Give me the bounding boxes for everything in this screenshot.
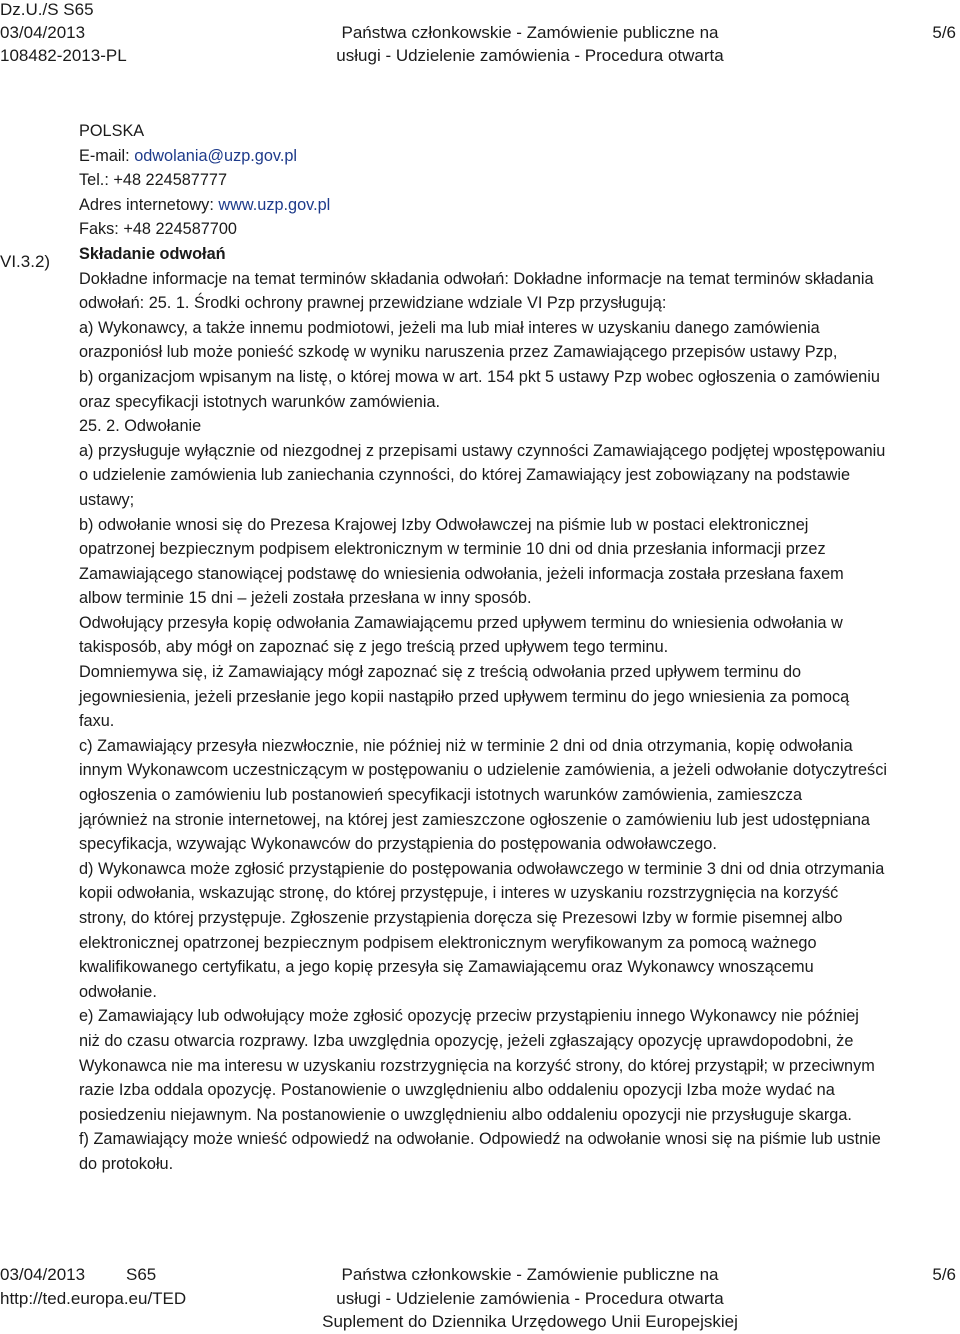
section-text-line: o udzielenie zamówienia lub zaniechania czynności, do której Zamawiający jest zobowiązany na podstawie — [79, 466, 851, 485]
section-text-line: faxu. — [79, 712, 115, 731]
section-text-line: specyfikacja, wzywając Wykonawców do przystąpienia do postępowania odwoławczego. — [79, 835, 717, 854]
section-text-line: albow terminie 15 dni – jeżeli została przesłana w inny sposób. — [79, 589, 532, 608]
section-text-line: opatrzonej bezpiecznym podpisem elektronicznym w terminie 10 dni od dnia przesłania informacji przez — [79, 540, 826, 559]
section-text-line: kwalifikowanego certyfikatu, a jego kopię przesyła się Zamawiającemu oraz Wykonawcy wnoszącemu — [79, 958, 814, 977]
section-text-line: ogłoszenia o zamówieniu lub postanowień specyfikacji istotnych warunków zamówienia, zamieszcza — [79, 786, 803, 805]
section-text-line: Dokładne informacje na temat terminów składania odwołań: Dokładne informacje na temat terminów składania — [79, 269, 874, 288]
section-text-line: strony, do której przystępuje. Zgłoszenie przystąpienia doręcza się Prezesowi Izby w formie pisemnej albo — [79, 909, 843, 927]
web-label: Adres internetowy: — [79, 195, 219, 214]
section-text-line: 25. 2. Odwołanie — [79, 417, 202, 436]
contact-tel: Tel.: +48 224587777 — [79, 171, 228, 190]
contact-web-row — [79, 193, 953, 218]
section-text-line: Domniemywa się, iż Zamawiający mógł zapoznać się z treścią odwołania przed upływem terminu do — [79, 663, 802, 682]
section-text-line: c) Zamawiający przesyła niezwłocznie, nie później niż w terminie 2 dni od dnia otrzymania, kopię odwołania — [79, 736, 853, 755]
section-text-line: ustawy; — [79, 490, 135, 509]
section-text-line: a) przysługuje wyłącznie od niezgodnej z przepisami ustawy czynności Zamawiającego podjętej wpostępowaniu — [79, 441, 886, 460]
section-text-line: kopii odwołania, wskazując stronę, do której przystępuje, i interes w uzyskaniu rozstrzygnięcia na korzyść — [79, 884, 839, 903]
contact-fax: Faks: +48 224587700 — [79, 220, 237, 239]
section-text-line: orazponiósł lub może ponieść szkodę w wyniku naruszenia przez Zamawiającego przepisów ustawy Pzp, — [79, 343, 838, 362]
header-title-line1: Państwa członkowskie - Zamówienie publiczne na — [341, 23, 719, 42]
section-text-line: Odwołujący przesyła kopię odwołania Zamawiającemu przed upływem terminu do wniesienia odwołania w — [79, 613, 843, 632]
footer-title-line3: Suplement do Dziennika Urzędowego Unii Europejskiej — [322, 1312, 738, 1331]
section-text-line: elektronicznej opatrzonej bezpiecznym podpisem elektronicznym weryfikowanym za pomocą ważnego — [79, 933, 817, 952]
footer-url[interactable]: http://ted.europa.eu/TED — [0, 1289, 187, 1308]
footer-title-line2: usługi - Udzielenie zamówienia - Procedura otwarta — [336, 1289, 724, 1308]
section-text-line: odwołanie. — [79, 982, 157, 1001]
section-text-line: innym Wykonawcom uczestniczącym w postępowaniu o udzielenie zamówienia, a jeżeli odwołanie dotyczytreści — [79, 761, 887, 780]
section-text-line: razie Izba oddala opozycję. Postanowienie o uwzględnieniu albo oddaleniu opozycji Izba może wydać na — [79, 1081, 835, 1100]
section-text-line: odwołań: 25. 1. Środki ochrony prawnej przewidziane wdziale VI Pzp przysługują: — [79, 294, 667, 313]
section-number: VI.3.2) — [0, 252, 51, 271]
section-text-line: jąrównież na stronie internetowej, na której jest zamieszczone ogłoszenie o zamówieniu lub jest udostępniana — [79, 810, 870, 829]
section-text-line: f) Zamawiający może wnieść odpowiedź na odwołanie. Odpowiedź na odwołanie wnosi się na piśmie lub ustnie — [79, 1130, 881, 1149]
section-text-line: takisposób, aby mógł on zapoznać się z jego treścią przed upływem tego terminu. — [79, 638, 669, 657]
footer-title-line1: Państwa członkowskie - Zamówienie publiczne na — [341, 1265, 719, 1284]
section-text-line: Wykonawca nie ma interesu w uzyskaniu rozstrzygnięcia na korzyść strony, do której przystąpił; w przeciwnym — [79, 1056, 875, 1075]
email-label: E-mail: — [79, 146, 135, 165]
header-doc-ref: Dz.U./S S65 — [0, 0, 94, 19]
section-text-line: Zamawiającego stanowiącej podstawę do wniesienia odwołania, jeżeli informacja została przesłana faxem — [79, 564, 844, 583]
footer-series: S65 — [126, 1265, 157, 1284]
footer-page-number: 5/6 — [932, 1265, 956, 1284]
header-page-number: 5/6 — [932, 23, 956, 42]
header-doc-id: 108482-2013-PL — [0, 46, 127, 65]
section-text-line: jegowniesienia, jeżeli przesłanie jego kopii nastąpiło przed upływem terminu do jego wniesienia za pomocą — [79, 687, 850, 706]
contact-country: POLSKA — [79, 122, 145, 140]
section-text-line: oraz specyfikacji istotnych warunków zamówienia. — [79, 392, 441, 411]
section-heading: Składanie odwołań — [79, 244, 226, 263]
section-text-line: b) organizacjom wpisanym na listę, o której mowa w art. 154 pkt 5 ustawy Pzp wobec ogłoszenia o zamówieniu — [79, 367, 880, 386]
section-text-line: niż do czasu otwarcia rozprawy. Izba uwzględnia opozycję, jeżeli zgłaszający opozycję uprawdopodobni, że — [79, 1031, 854, 1050]
section-text-line: do protokołu. — [79, 1154, 174, 1173]
contact-email-row — [79, 144, 953, 169]
email-link[interactable]: odwolania@uzp.gov.pl — [134, 146, 298, 165]
section-text-line: e) Zamawiający lub odwołujący może zgłosić opozycję przeciw przystąpieniu innego Wykonawcy nie później — [79, 1007, 859, 1026]
section-text — [79, 267, 953, 1177]
web-link[interactable]: www.uzp.gov.pl — [218, 195, 331, 214]
document-body — [79, 119, 953, 1177]
section-text-line: a) Wykonawcy, a także innemu podmiotowi, jeżeli ma lub miał interes w uzyskaniu danego zamówienia — [79, 318, 820, 337]
header-date: 03/04/2013 — [0, 23, 86, 42]
section-text-line: d) Wykonawca może zgłosić przystąpienie do postępowania odwoławczego w terminie 3 dni od dnia otrzymania — [79, 859, 885, 878]
section-text-line: b) odwołanie wnosi się do Prezesa Krajowej Izby Odwoławczej na piśmie lub w postaci elektronicznej — [79, 515, 809, 534]
header-title-line2: usługi - Udzielenie zamówienia - Procedura otwarta — [336, 46, 724, 65]
footer-date: 03/04/2013 — [0, 1265, 86, 1284]
section-text-line: posiedzeniu niejawnym. Na postanowienie o uwzględnieniu albo oddaleniu opozycji nie przysługuje skarga. — [79, 1105, 852, 1124]
